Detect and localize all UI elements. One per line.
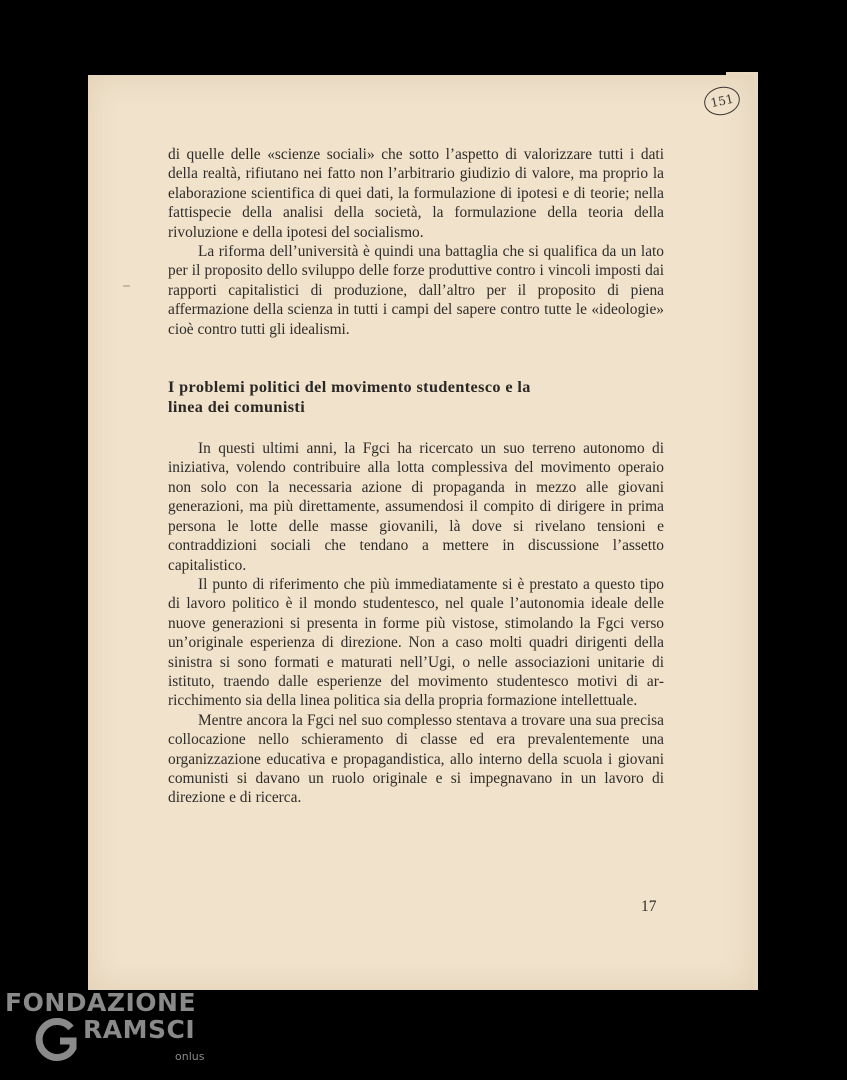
paragraph-3: In questi ultimi anni, la Fgci ha ricercato un suo terreno autonomo di iniziativa, volendo contribuire alla lotta complessiva del movimento operaio non solo con la necessaria azione di propaganda in mezzo alle giovani generazioni, ma più direttamente, assumendosi il compito di dirigere in prima persona le lotte delle masse giovanili, là dove si rivelano tensioni e contraddizioni sociali che tendano a mettere in discussione l’assetto capitalistico. (168, 440, 664, 574)
logo-line-3: onlus (175, 1050, 205, 1063)
margin-mark (123, 285, 130, 287)
body-text (168, 145, 664, 808)
paragraph-5: Mentre ancora la Fgci nel suo complesso stentava a trovare una sua precisa collocazione nello schieramento di classe ed era prevalentemente una organizzazione educativa e propagandistica, allo interno della scuola i giovani comunisti si davano un ruolo originale e si impegnavano in un lavoro di direzione e di ricerca. (168, 711, 664, 807)
paragraph-1: di quelle delle «scienze sociali» che sotto l’aspetto di valorizzare tutti i dati della realtà, rifiutano nei fatto non l’arbitrario giudizio di valore, ma proprio la elaborazione scientifica di quei dati, la formulazione di ipotesi e di teorie; nella fattispecie della analisi della società, la formulazione della teoria della rivoluzione e della ipotesi del socialismo. (168, 146, 664, 241)
section-heading: I problemi politici del movimento studentesco e la linea dei comunisti (168, 378, 531, 417)
page-stamp: 151 (701, 84, 742, 119)
logo-g-icon (33, 1014, 83, 1064)
logo-line-2: RAMSCI (83, 1015, 196, 1044)
document-page (88, 75, 754, 990)
paragraph-2: La riforma dell’università è quindi una battaglia che si qualifica da un lato per il proposito dello sviluppo delle forze produttive contro i vincoli imposti dai rapporti capitalistici di produzione, dall’altro per il proposito di piena affermazione della scienza in tutti i campi del sapere contro tutte le «ideologie» cioè contro tutti gli idealismi. (168, 243, 664, 338)
fondazione-gramsci-logo (5, 988, 215, 1078)
page-number: 17 (641, 898, 657, 915)
paragraph-4: Il punto di riferimento che più immediatamente si è prestato a questo tipo di lavoro politico è il mondo studentesco, nel quale l’autonomia ideale delle nuove generazioni si presenta in forme più vistose, stimolando la Fgci verso un’originale esperienza di direzione. Non a caso molti quadri dirigenti della sinistra si sono formati e maturati nell’Ugi, o nelle associazioni unitarie di istituto, traendo dalle esperienze del movimento studentesco motivi di arricchimento sia della linea politica sia della propria formazione intellettuale. (168, 575, 664, 710)
logo-line-1: FONDAZIONE (5, 988, 197, 1017)
